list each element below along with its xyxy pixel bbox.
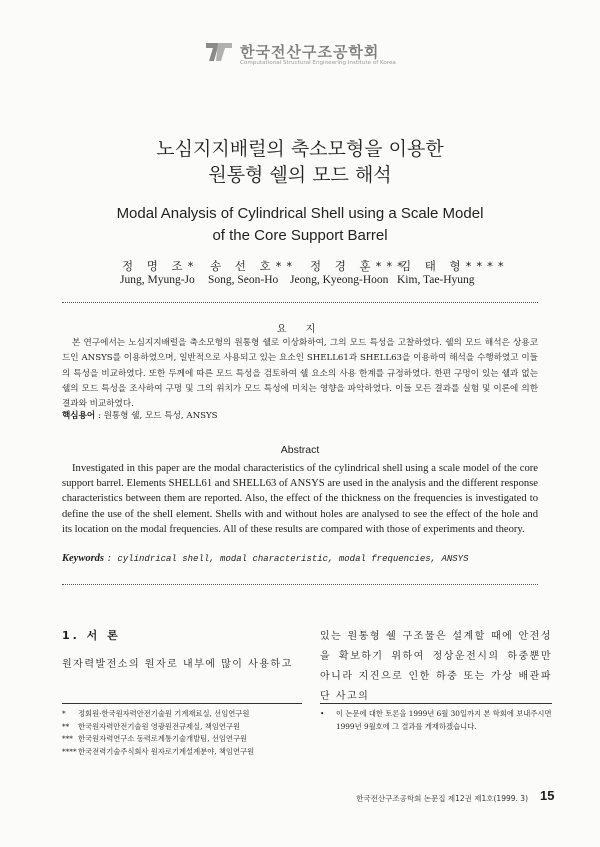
abstract-ko-heading: 요 지 [276,324,324,335]
author-en: Kim, Tae-Hyung [397,274,475,286]
section-body-col2: 있는 원통형 쉘 구조물은 설계할 때에 안전성을 확보하기 위하여 정상운전시의 하중뿐만 아니라 지진으로 인한 하중 또는 가상 배관파단 사고의 [320,631,552,702]
footnote-item: ** 한국원자력안전기술원 영광원전규제실, 책임연구원 [62,721,241,731]
abstract-ko-body: 본 연구에서는 노심지지배럴을 축소모형의 원통형 쉘로 이상화하여, 그의 모드 특성을 고찰하였다. 쉘의 모드 해석은 상용코드인 ANSYS를 이용하였으며, 일반적으로 사용되고 있는 요소인 SHELL61과 SHELL63을 이용하여 해석을 수행하였고 이들의 특성을 비교하였다. 또한 두께에 따른 모드 특성을 검토하여 쉘 요소의 사용 한계를 규정하였다. 한편 구멍이 있는 쉘과 없는 쉘의 모드 특성을 조사하여 구멍 및 그의 위치가 모드 특성에 미치는 영향을 파악하였다. 이들 모든 결과를 실험 및 이론에 의한 결과와 비교하였다. [62,338,538,410]
society-logo [204,38,414,78]
footnote-item: **** 한국전력기술주식회사 원자로기계설계분야, 책임연구원 [62,746,255,756]
keywords-en-text: : cylindrical shell, modal characteristic, modal frequencies, ANSYS [106,554,469,564]
title-ko-line2: 원통형 쉘의 모드 해석 [208,164,392,186]
journal-footer: 한국전산구조공학회 논문집 제12권 제1호(1999. 3) [356,794,528,803]
title-en-line2: of the Core Support Barrel [212,227,388,244]
footnote-rule [62,703,302,704]
title-ko-line1: 노심지지배럴의 축소모형을 이용한 [156,138,444,160]
society-name-en: Computational Structural Engineering Institute of Korea [240,60,396,66]
author-ko: 정 경 훈*** [310,259,408,273]
keywords-ko-text: : 원통형 쉘, 모드 특성, ANSYS [97,411,218,421]
author-ko: 김 태 형**** [400,259,509,273]
keywords-en-label: Keywords [62,553,104,564]
author-en: Jeong, Kyeong-Hoon [290,274,389,286]
dotted-divider [62,584,538,585]
footnotes-affiliations [62,708,302,758]
footnote-discussion [320,708,552,733]
footnote-item: * 정회원·한국원자력안전기술원 기계재료실, 선임연구원 [62,709,250,718]
title-en-line1: Modal Analysis of Cylindrical Shell using a Scale Model [116,205,484,222]
footnote-rule [320,703,552,704]
author-en: Song, Seon-Ho [208,274,279,286]
section-body-line: 원자력발전소의 원자로 내부에 많이 사용하고 [62,659,293,670]
dotted-divider [62,302,538,303]
keywords-ko-label: 핵심용어 [62,411,96,421]
keywords-en [62,553,538,564]
page-number: 15 [540,788,555,803]
section-heading: 1. 서 론 [62,629,121,642]
author-ko: 정 명 조* [122,259,199,273]
author-en: Jung, Myung-Jo [120,274,195,286]
author-ko: 송 선 호** [210,259,298,273]
footnote-item: *** 한국원자력연구소 동력로계통기술개발팀, 선임연구원 [62,734,248,744]
abstract-en-body: Investigated in this paper are the modal characteristics of the cylindrical shell using a scale model of the core support barrel. Elements SHELL61 and SHELL63 of ANSYS are used in the analysis and the different response characteristics between them are reported. Also, the effect of the thickness on the frequencies is investigated to define the use of the shell element. Shells with and without holes are analysed to see the effect of the hole and its location on the modal frequencies. All of these results are compared with those of experiments and theory. [62,463,538,535]
society-name-ko: 한국전산구조공학회 [240,43,380,61]
footnote-item: • 이 논문에 대한 토론을 1999년 6월 30일까지 본 학회에 보내주시면 1999년 9월호에 그 결과를 게재하겠습니다. [320,709,552,731]
abstract-en-heading: Abstract [280,444,320,456]
keywords-ko [62,409,538,421]
logo-mark-icon [204,40,234,64]
